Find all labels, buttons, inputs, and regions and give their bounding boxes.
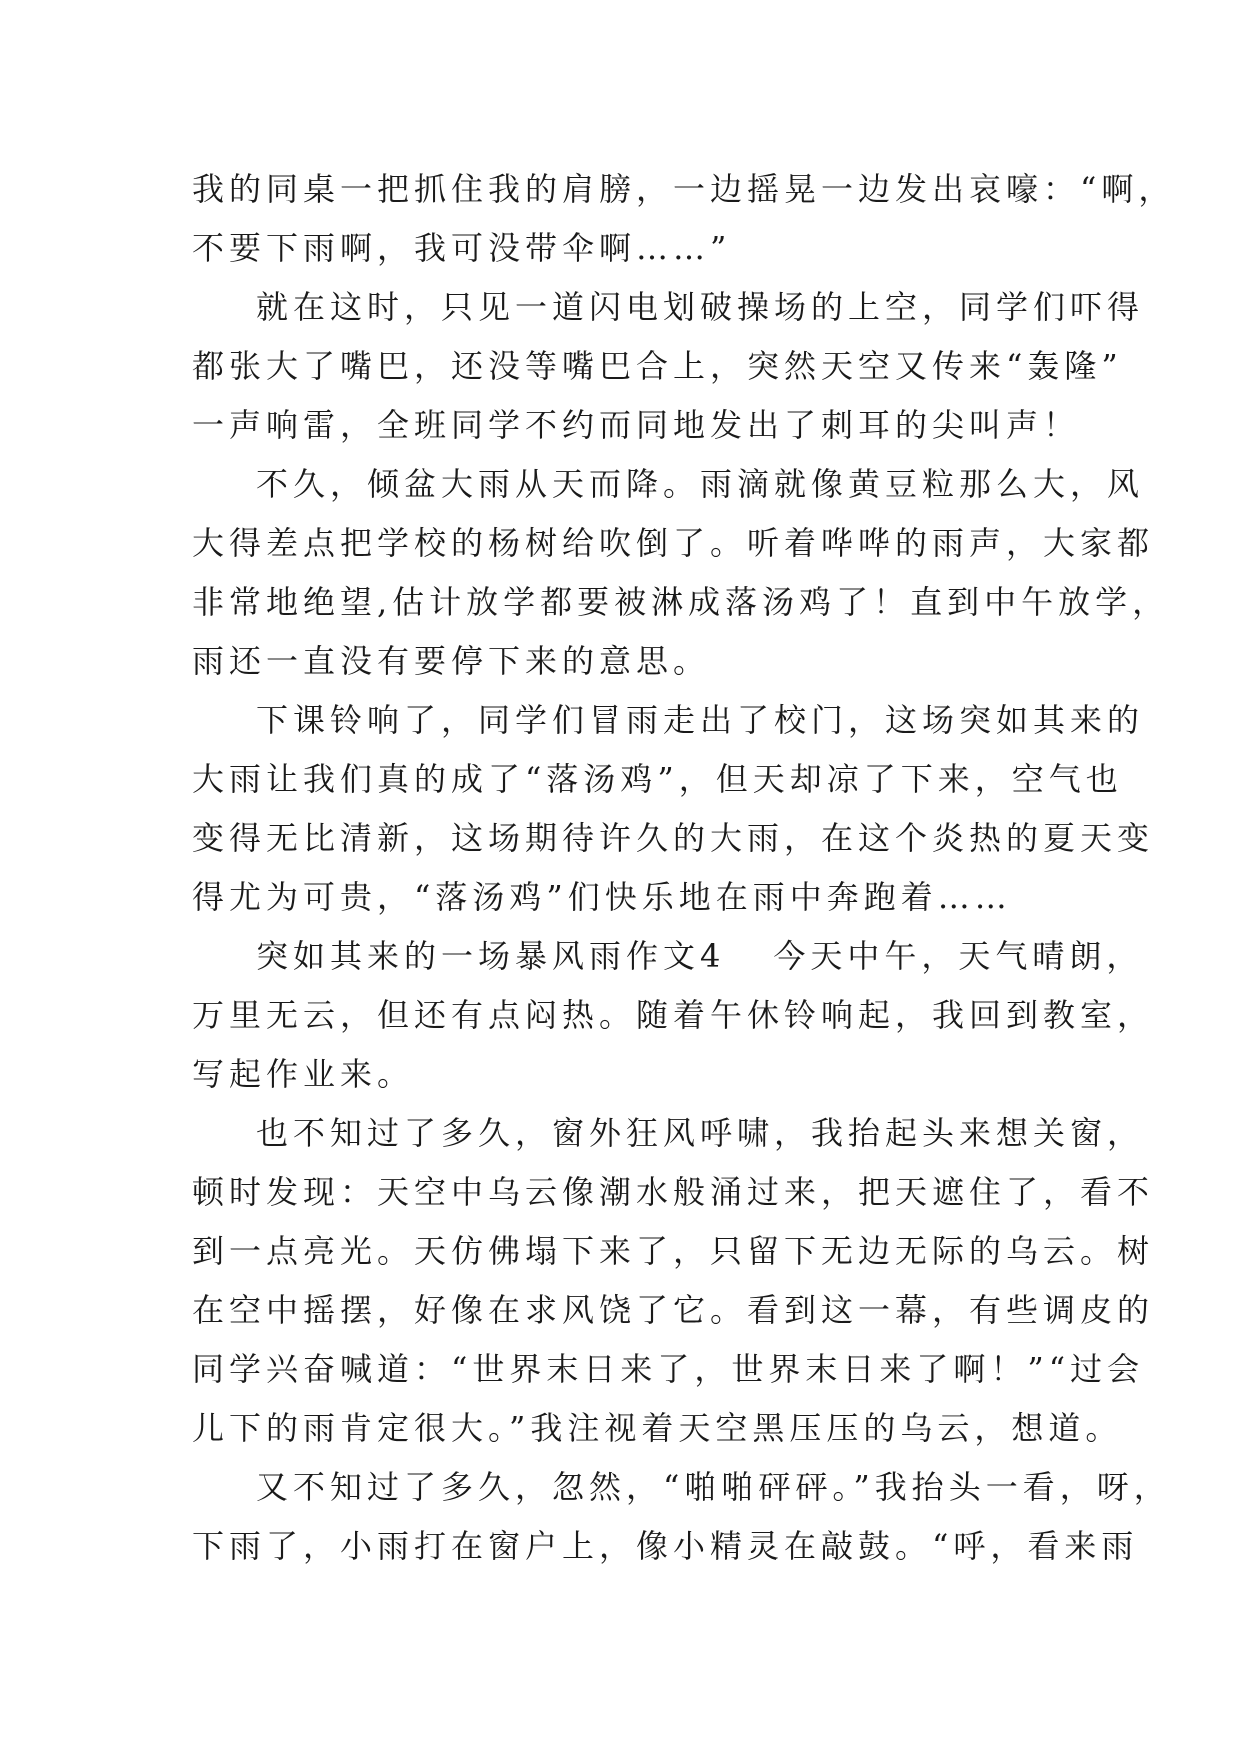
text-line: 不久，倾盆大雨从天而降。雨滴就像黄豆粒那么大，风 xyxy=(256,465,1145,503)
document-body xyxy=(192,160,1176,1576)
text-line: 不要下雨啊，我可没带伞啊……” xyxy=(192,229,732,267)
text-line: 在空中摇摆，好像在求风饶了它。看到这一幕，有些调皮的 xyxy=(192,1291,1155,1329)
text-line: 下雨了，小雨打在窗户上，像小精灵在敲鼓。“呼，看来雨 xyxy=(192,1527,1139,1565)
text-line: 得尤为可贵，“落汤鸡”们快乐地在雨中奔跑着…… xyxy=(192,878,1012,916)
text-line: 我的同桌一把抓住我的肩膀，一边摇晃一边发出哀嚎：“啊， xyxy=(192,170,1176,208)
text-line: 非常地绝望,估计放学都要被淋成落汤鸡了！直到中午放学， xyxy=(192,583,1170,621)
text-line: 大雨让我们真的成了“落汤鸡”，但天却凉了下来，空气也 xyxy=(192,760,1123,798)
section-heading-line xyxy=(192,927,1144,986)
text-line: 万里无云，但还有点闷热。随着午休铃响起，我回到教室， xyxy=(192,996,1155,1034)
text-line: 又不知过了多久，忽然，“啪啪砰砰。”我抬头一看，呀， xyxy=(256,1468,1171,1506)
text-line: 同学兴奋喊道：“世界末日来了，世界末日来了啊！”“过会 xyxy=(192,1350,1145,1388)
text-line: 下课铃响了，同学们冒雨走出了校门，这场突如其来的 xyxy=(256,701,1145,739)
text-line: 顿时发现：天空中乌云像潮水般涌过来，把天遮住了，看不 xyxy=(192,1173,1155,1211)
text-line: 一声响雷，全班同学不约而同地发出了刺耳的尖叫声！ xyxy=(192,406,1081,444)
text-line: 儿下的雨肯定很大。”我注视着天空黑压压的乌云，想道。 xyxy=(192,1409,1123,1447)
section-first-text: 今天中午，天气晴朗， xyxy=(773,937,1144,975)
text-line: 就在这时，只见一道闪电划破操场的上空，同学们吓得 xyxy=(256,288,1145,326)
text-line: 到一点亮光。天仿佛塌下来了，只留下无边无际的乌云。树 xyxy=(192,1232,1155,1270)
section-title: 突如其来的一场暴风雨作文4 xyxy=(256,937,726,975)
text-line: 也不知过了多久，窗外狂风呼啸，我抬起头来想关窗， xyxy=(256,1114,1145,1152)
text-line: 雨还一直没有要停下来的意思。 xyxy=(192,642,711,680)
text-line: 都张大了嘴巴，还没等嘴巴合上，突然天空又传来“轰隆” xyxy=(192,347,1123,385)
text-line: 变得无比清新，这场期待许久的大雨，在这个炎热的夏天变 xyxy=(192,819,1155,857)
text-line: 写起作业来。 xyxy=(192,1055,415,1093)
text-line: 大得差点把学校的杨树给吹倒了。听着哗哗的雨声，大家都 xyxy=(192,524,1155,562)
